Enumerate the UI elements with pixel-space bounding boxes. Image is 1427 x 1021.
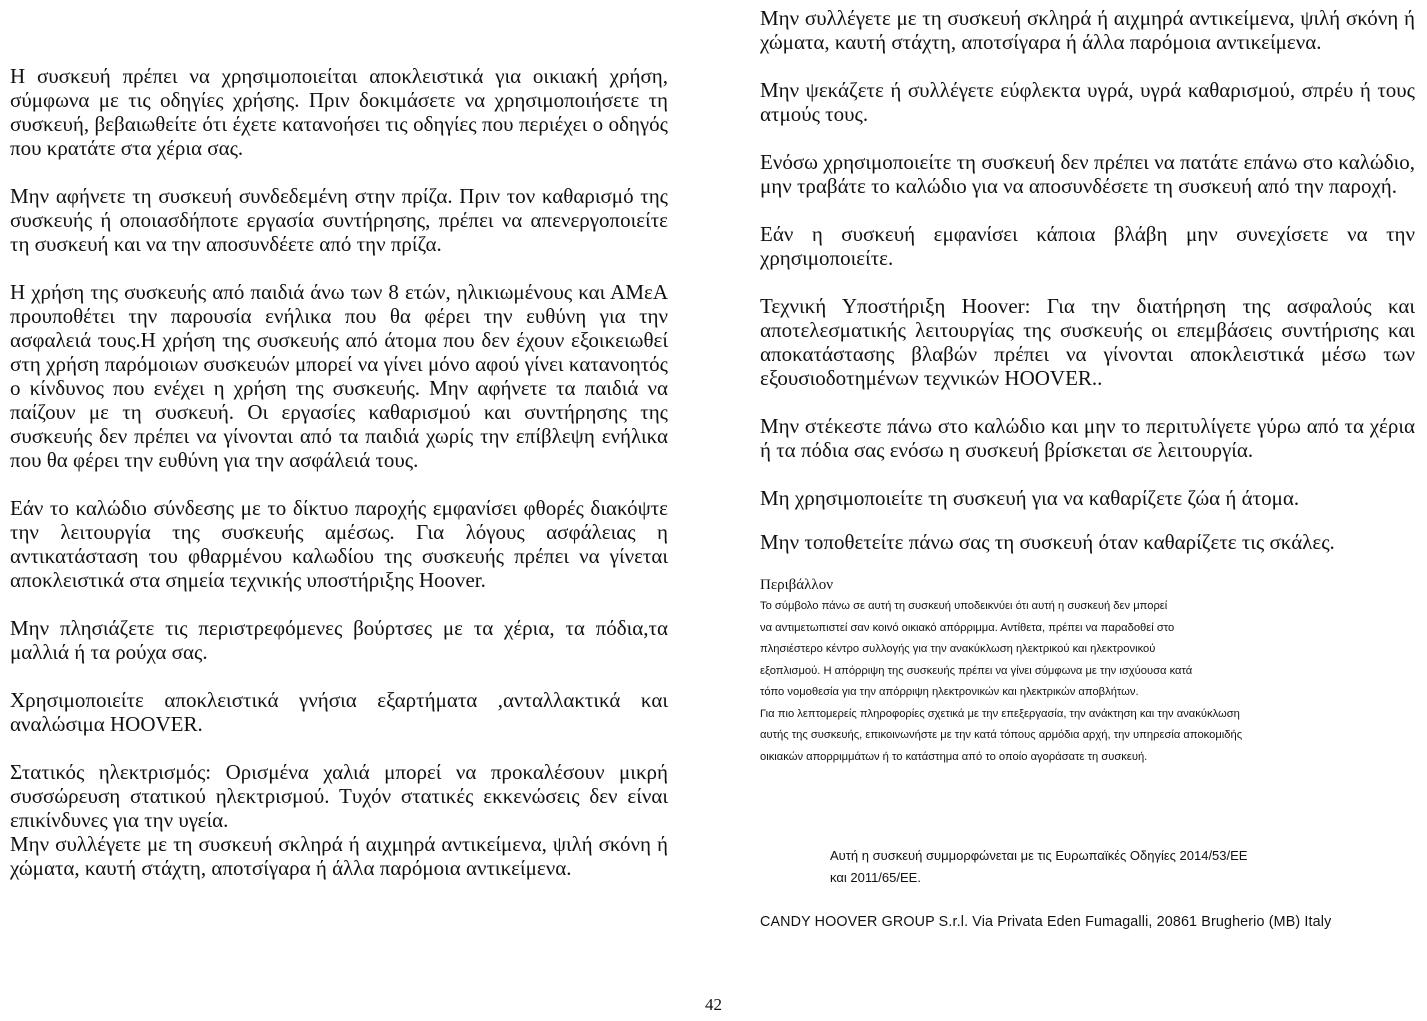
- company-address: CANDY HOOVER GROUP S.r.l. Via Privata Eden Fumagalli, 20861 Brugherio (MB) Italy: [760, 914, 1332, 930]
- environment-line: οικιακών απορριμμάτων ή το κατάστημα από το οποίο αγοράσατε τη συσκευή.: [760, 750, 1148, 763]
- cord-stepping-paragraph: Ενόσω χρησιμοποιείτε τη συσκευή δεν πρέπει να πατάτε επάνω στο καλώδιο, μην τραβάτε το καλώδιο για να αποσυνδέσετε τη συσκευή από την παροχή.: [760, 150, 1415, 198]
- environment-line: πλησιέστερο κέντρο συλλογής για την ανακύκλωση ηλεκτρικού και ηλεκτρονικού: [760, 643, 1156, 655]
- environment-title: Περιβάλλον: [760, 577, 833, 593]
- environment-section: [760, 574, 1415, 768]
- compliance-line: Αυτή η συσκευή συμμορφώνεται με τις Ευρωπαϊκές Οδηγίες 2014/53/ΕΕ: [830, 848, 1248, 863]
- right-column: [760, 6, 1415, 768]
- stairs-paragraph: Μην τοποθετείτε πάνω σας τη συσκευή όταν καθαρίζετε τις σκάλες.: [760, 530, 1335, 554]
- compliance-statement: [830, 845, 1247, 889]
- environment-line: εξοπλισμού. Η απόρριψη της συσκευής πρέπει να γίνει σύμφωνα με την ισχύουσα κατά: [760, 664, 1193, 677]
- compliance-line: και 2011/65/ΕΕ.: [830, 870, 921, 885]
- hard-objects-paragraph: Μην συλλέγετε με τη συσκευή σκληρά ή αιχμηρά αντικείμενα, ψιλή σκόνη ή χώματα, καυτή στάχτη, αποτσίγαρα ή άλλα παρόμοια αντικείμενα.: [10, 832, 668, 880]
- environment-line: αυτής της συσκευής, επικοινωνήστε με την κατά τόπους αρμόδια αρχή, την υπηρεσία αποκομιδής: [760, 729, 1243, 741]
- intended-use-paragraph: Η συσκευή πρέπει να χρησιμοποιείται αποκλειστικά για οικιακή χρήση, σύμφωνα με τις οδηγίες χρήσης. Πριν δοκιμάσετε να χρησιμοποιήσετε τη συσκευή, βεβαιωθείτε ότι έχετε κατανοήσει τις οδηγίες που περιέχει ο οδηγός που κρατάτε στα χέρια σας.: [10, 64, 668, 160]
- environment-line: Το σύμβολο πάνω σε αυτή τη συσκευή υποδεικνύει ότι αυτή η συσκευή δεν μπορεί: [760, 600, 1168, 612]
- static-electricity-paragraph: Στατικός ηλεκτρισμός: Ορισμένα χαλιά μπορεί να προκαλέσουν μικρή συσσώρευση στατικού ηλεκτρισμού. Τυχόν στατικές εκκενώσεις δεν είναι επικίνδυνες για την υγεία.: [10, 760, 668, 832]
- environment-line: τόπο νομοθεσία για την απόρριψη ηλεκτρονικών και ηλεκτρικών αποβλήτων.: [760, 686, 1139, 698]
- unplug-paragraph: Μην αφήνετε τη συσκευή συνδεδεμένη στην πρίζα. Πριν τον καθαρισμό της συσκευής ή οποιασδήποτε εργασία συντήρησης, πρέπει να απενεργοποιείτε τη συσκευή και να την αποσυνδέετε από την πρίζα.: [10, 184, 668, 256]
- environment-line: να αντιμετωπιστεί σαν κοινό οικιακό απόρριμμα. Αντίθετα, πρέπει να παραδοθεί στο: [760, 621, 1175, 634]
- genuine-parts-paragraph: Χρησιμοποιείτε αποκλειστικά γνήσια εξαρτήματα ,ανταλλακτικά και αναλώσιμα HOOVER.: [10, 688, 668, 736]
- hard-objects-paragraph: Μην συλλέγετε με τη συσκευή σκληρά ή αιχμηρά αντικείμενα, ψιλή σκόνη ή χώματα, καυτή στάχτη, αποτσίγαρα ή άλλα παρόμοια αντικείμενα.: [760, 6, 1415, 54]
- rotating-brushes-paragraph: Μην πλησιάζετε τις περιστρεφόμενες βούρτσες με τα χέρια, τα πόδια,τα μαλλιά ή τα ρούχα σας.: [10, 616, 668, 664]
- children-safety-paragraph: Η χρήση της συσκευής από παιδιά άνω των 8 ετών, ηλικιωμένους και ΑΜεΑ προυποθέτει την παρουσία ενήλικα που θα φέρει την ευθύνη για την ασφαλειά τους.Η χρήση της συσκευής από άτομα που δεν έχουν εξοικειωθεί στη χρήση παρόμοιων συσκευών μπορεί να γίνει μόνο αφού γίνει κατανοητός ο κίνδυνος που ενέχει η χρήση της συσκευής. Μην αφήνετε τα παιδιά να παίζουν με τη συσκευή. Οι εργασίες καθαρισμού και συντήρησης της συσκευής δεν πρέπει να γίνονται από τα παιδιά χωρίς την επίβλεψη ενήλικα που θα φέρει την ευθύνη για την ασφάλειά τους.: [10, 280, 668, 472]
- environment-text: [760, 596, 1415, 768]
- page-number: 42: [705, 995, 722, 1014]
- technical-support-paragraph: Τεχνική Υποστήριξη Hoover: Για την διατήρηση της ασφαλούς και αποτελεσματικής λειτουργίας της συσκευής οι επεμβάσεις συντήρισης και αποκατάστασης βλαβών πρέπει να γίνονται αποκλειστικά μέσω των εξουσιοδοτημένων τεχνικών HOOVER..: [760, 294, 1415, 390]
- left-column: [10, 64, 668, 880]
- malfunction-paragraph: Εάν η συσκευή εμφανίσει κάποια βλάβη μην συνεχίσετε να την χρησιμοποιείτε.: [760, 222, 1415, 270]
- animals-paragraph: Μη χρησιμοποιείτε τη συσκευή για να καθαρίζετε ζώα ή άτομα.: [760, 486, 1300, 510]
- cord-damage-paragraph: Εάν το καλώδιο σύνδεσης με το δίκτυο παροχής εμφανίσει φθορές διακόψτε την λειτουργία της συσκευής αμέσως. Για λόγους ασφάλειας η αντικατάσταση του φθαρμένου καλωδίου της συσκευής πρέπει να γίνεται αποκλειστικά στα σημεία τεχνικής υποστήριξης Hoover.: [10, 496, 668, 592]
- environment-line: Για πιο λεπτομερείς πληροφορίες σχετικά με την επεξεργασία, την ανάκτηση και την ανακύκλωση: [760, 707, 1240, 720]
- flammable-liquids-paragraph: Μην ψεκάζετε ή συλλέγετε εύφλεκτα υγρά, υγρά καθαρισμού, σπρέυ ή τους ατμούς τους.: [760, 78, 1415, 126]
- cord-wrapping-paragraph: Μην στέκεστε πάνω στο καλώδιο και μην το περιτυλίγετε γύρω από τα χέρια ή τα πόδια σας ενόσω η συσκευή βρίσκεται σε λειτουργία.: [760, 414, 1415, 462]
